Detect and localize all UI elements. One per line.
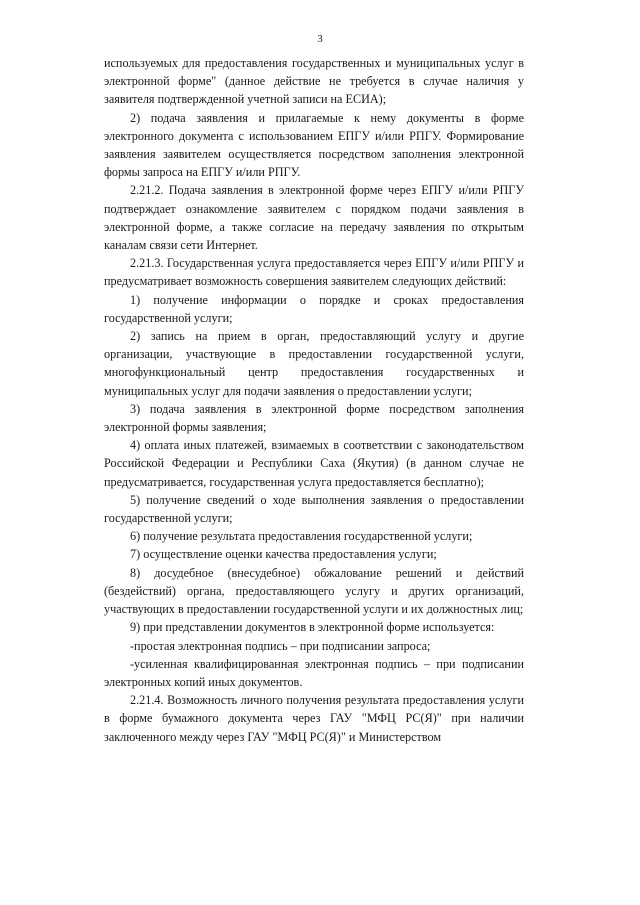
list-item: 7) осуществление оценки качества предоставления услуги; <box>130 547 437 562</box>
list-item: 2) запись на прием в орган, предоставляющий услугу и другие организации, участвующие в предоставлении государственной услуги, многофункциональный центр предоставления государственных и муниципальных услуг для подачи заявления о предоставлении услуги; <box>104 329 524 398</box>
paragraph: 2.21.2. Подача заявления в электронной форме через ЕПГУ и/или РПГУ подтверждает ознакомление заявителем с порядком подачи заявления в электронной форме, а также согласие на передачу заявления по открытым каналам связи сети Интернет. <box>104 183 524 253</box>
paragraph: используемых для предоставления государственных и муниципальных услуг в электронной форме" (данное действие не требуется в случае наличия у заявителя подтвержденной учетной записи на ЕСИА); <box>104 56 524 107</box>
list-item: -усиленная квалифицированная электронная подпись – при подписании электронных копий иных документов. <box>104 656 524 689</box>
list-item: 3) подача заявления в электронной форме посредством заполнения электронной формы заявления; <box>104 401 524 435</box>
list-item: -простая электронная подпись – при подписании запроса; <box>130 638 431 653</box>
paragraph: 2) подача заявления и прилагаемые к нему документы в форме электронного документа с использованием ЕПГУ и/или РПГУ. Формирование заявления заявителем осуществляется посредством заполнения электронной формы запроса на ЕПГУ и/или РПГУ. <box>104 110 524 180</box>
paragraph: 2.21.4. Возможность личного получения результата предоставления услуги в форме бумажного документа через ГАУ "МФЦ РС(Я)" при наличии заключенного между через ГАУ "МФЦ РС(Я)" и Министерством <box>104 693 524 744</box>
list-item: 5) получение сведений о ходе выполнения заявления о предоставлении государственной услуги; <box>104 492 524 526</box>
paragraph: 2.21.3. Государственная услуга предоставляется через ЕПГУ и/или РПГУ и предусматривает возможность совершения заявителем следующих действий: <box>104 256 524 289</box>
list-item: 4) оплата иных платежей, взимаемых в соответствии с законодательством Российской Федерации и Республики Саха (Якутия) (в данном случае не предусматривается, государственная услуга предоставляется бесплатно); <box>104 438 524 489</box>
list-item: 6) получение результата предоставления государственной услуги; <box>130 529 473 544</box>
page-number: 3 <box>317 33 323 45</box>
document-body <box>104 54 524 746</box>
list-item: 1) получение информации о порядке и сроках предоставления государственной услуги; <box>104 292 524 325</box>
list-item: 8) досудебное (внесудебное) обжалование решений и действий (бездействий) органа, предоставляющего услугу и других организаций, участвующих в предоставлении государственной услуги и их должностных лиц; <box>104 565 524 617</box>
list-item: 9) при представлении документов в электронной форме используется: <box>130 620 495 635</box>
